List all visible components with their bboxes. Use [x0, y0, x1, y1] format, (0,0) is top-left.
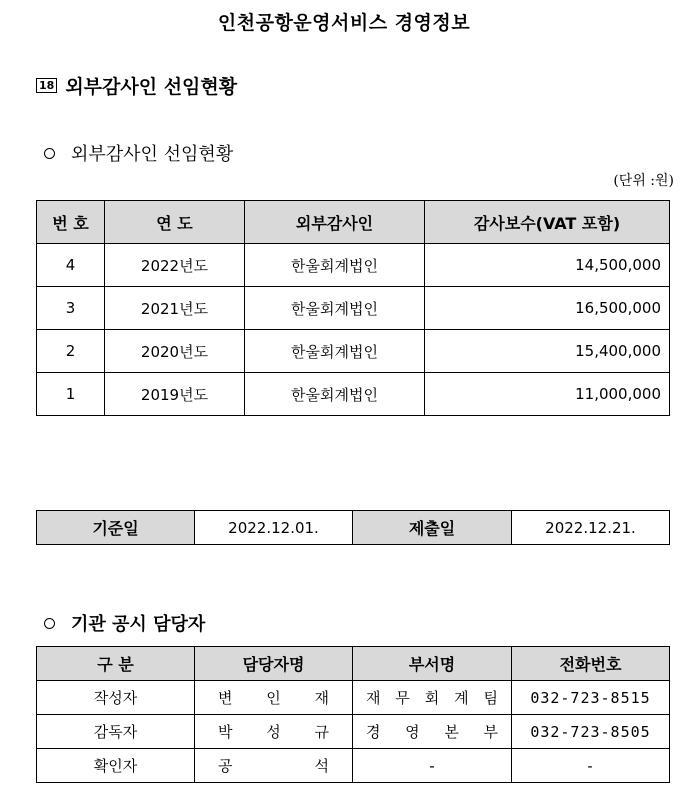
dept-char: 부 [483, 723, 498, 741]
row-year: 2022년도 [105, 244, 245, 287]
table-row [37, 287, 670, 330]
contact-phone: 032-723-8505 [512, 715, 670, 749]
column-header: 외부감사인 [245, 201, 425, 244]
contact-table [36, 646, 670, 783]
base-date-value: 2022.12.01. [195, 511, 353, 545]
column-header: 번 호 [37, 201, 105, 244]
contact-role: 작성자 [37, 681, 195, 715]
column-header: 감사보수(VAT 포함) [425, 201, 670, 244]
table-row [37, 244, 670, 287]
subsection-title: 기관 공시 담당자 [71, 614, 206, 635]
row-auditor: 한울회계법인 [245, 244, 425, 287]
dept-char: 본 [444, 723, 459, 741]
subsection-audit [44, 140, 233, 166]
table-header-row [37, 647, 670, 681]
row-year: 2020년도 [105, 330, 245, 373]
contact-name [195, 749, 353, 783]
contact-phone: 032-723-8515 [512, 681, 670, 715]
name-char: 재 [314, 689, 329, 707]
section-title: 외부감사인 선임현황 [65, 76, 238, 98]
dept-char: 경 [366, 723, 381, 741]
table-row [37, 715, 670, 749]
name-char: 성 [266, 723, 281, 741]
contact-name [195, 715, 353, 749]
name-char: 박 [218, 723, 233, 741]
contact-dept [353, 681, 512, 715]
dept-char: 계 [454, 689, 469, 707]
row-year: 2021년도 [105, 287, 245, 330]
dept-char: 회 [424, 689, 440, 707]
date-table [36, 510, 670, 545]
audit-table [36, 200, 670, 416]
row-number: 3 [37, 287, 105, 330]
contact-role: 감독자 [37, 715, 195, 749]
unit-label: (단위 :원) [613, 173, 674, 189]
row-auditor: 한울회계법인 [245, 373, 425, 416]
document-title: 인천공항운영서비스 경영정보 [217, 12, 471, 34]
column-header: 담당자명 [195, 647, 353, 681]
row-fee: 14,500,000 [425, 244, 670, 287]
row-number: 2 [37, 330, 105, 373]
table-header-row [37, 201, 670, 244]
row-year: 2019년도 [105, 373, 245, 416]
dept-char: 재 [366, 689, 381, 707]
name-char: 공 [218, 757, 233, 775]
dept-char: 무 [395, 689, 410, 707]
contact-dept: - [353, 749, 512, 783]
column-header: 연 도 [105, 201, 245, 244]
dept-char: 팀 [483, 689, 498, 707]
contact-role: 확인자 [37, 749, 195, 783]
name-char: 인 [266, 689, 281, 707]
section-number: 18 [36, 78, 57, 93]
section-heading [36, 72, 237, 99]
submit-date-label: 제출일 [353, 511, 512, 545]
table-row [37, 373, 670, 416]
row-auditor: 한울회계법인 [245, 330, 425, 373]
table-row [37, 749, 670, 783]
table-row [37, 330, 670, 373]
dept-char: 영 [405, 723, 420, 741]
circle-bullet-icon [44, 618, 55, 629]
circle-bullet-icon [44, 148, 55, 159]
contact-phone: - [512, 749, 670, 783]
contact-dept [353, 715, 512, 749]
row-number: 4 [37, 244, 105, 287]
column-header: 전화번호 [512, 647, 670, 681]
name-char: 변 [218, 689, 233, 707]
row-fee: 11,000,000 [425, 373, 670, 416]
column-header: 부서명 [353, 647, 512, 681]
name-char: 석 [314, 757, 329, 775]
subsection-title: 외부감사인 선임현황 [71, 144, 234, 165]
contact-name [195, 681, 353, 715]
row-auditor: 한울회계법인 [245, 287, 425, 330]
table-row [37, 681, 670, 715]
submit-date-value: 2022.12.21. [512, 511, 670, 545]
row-fee: 16,500,000 [425, 287, 670, 330]
name-char: 규 [314, 723, 329, 741]
row-number: 1 [37, 373, 105, 416]
column-header: 구 분 [37, 647, 195, 681]
subsection-contact [44, 610, 205, 636]
base-date-label: 기준일 [37, 511, 195, 545]
date-row [37, 511, 670, 545]
row-fee: 15,400,000 [425, 330, 670, 373]
